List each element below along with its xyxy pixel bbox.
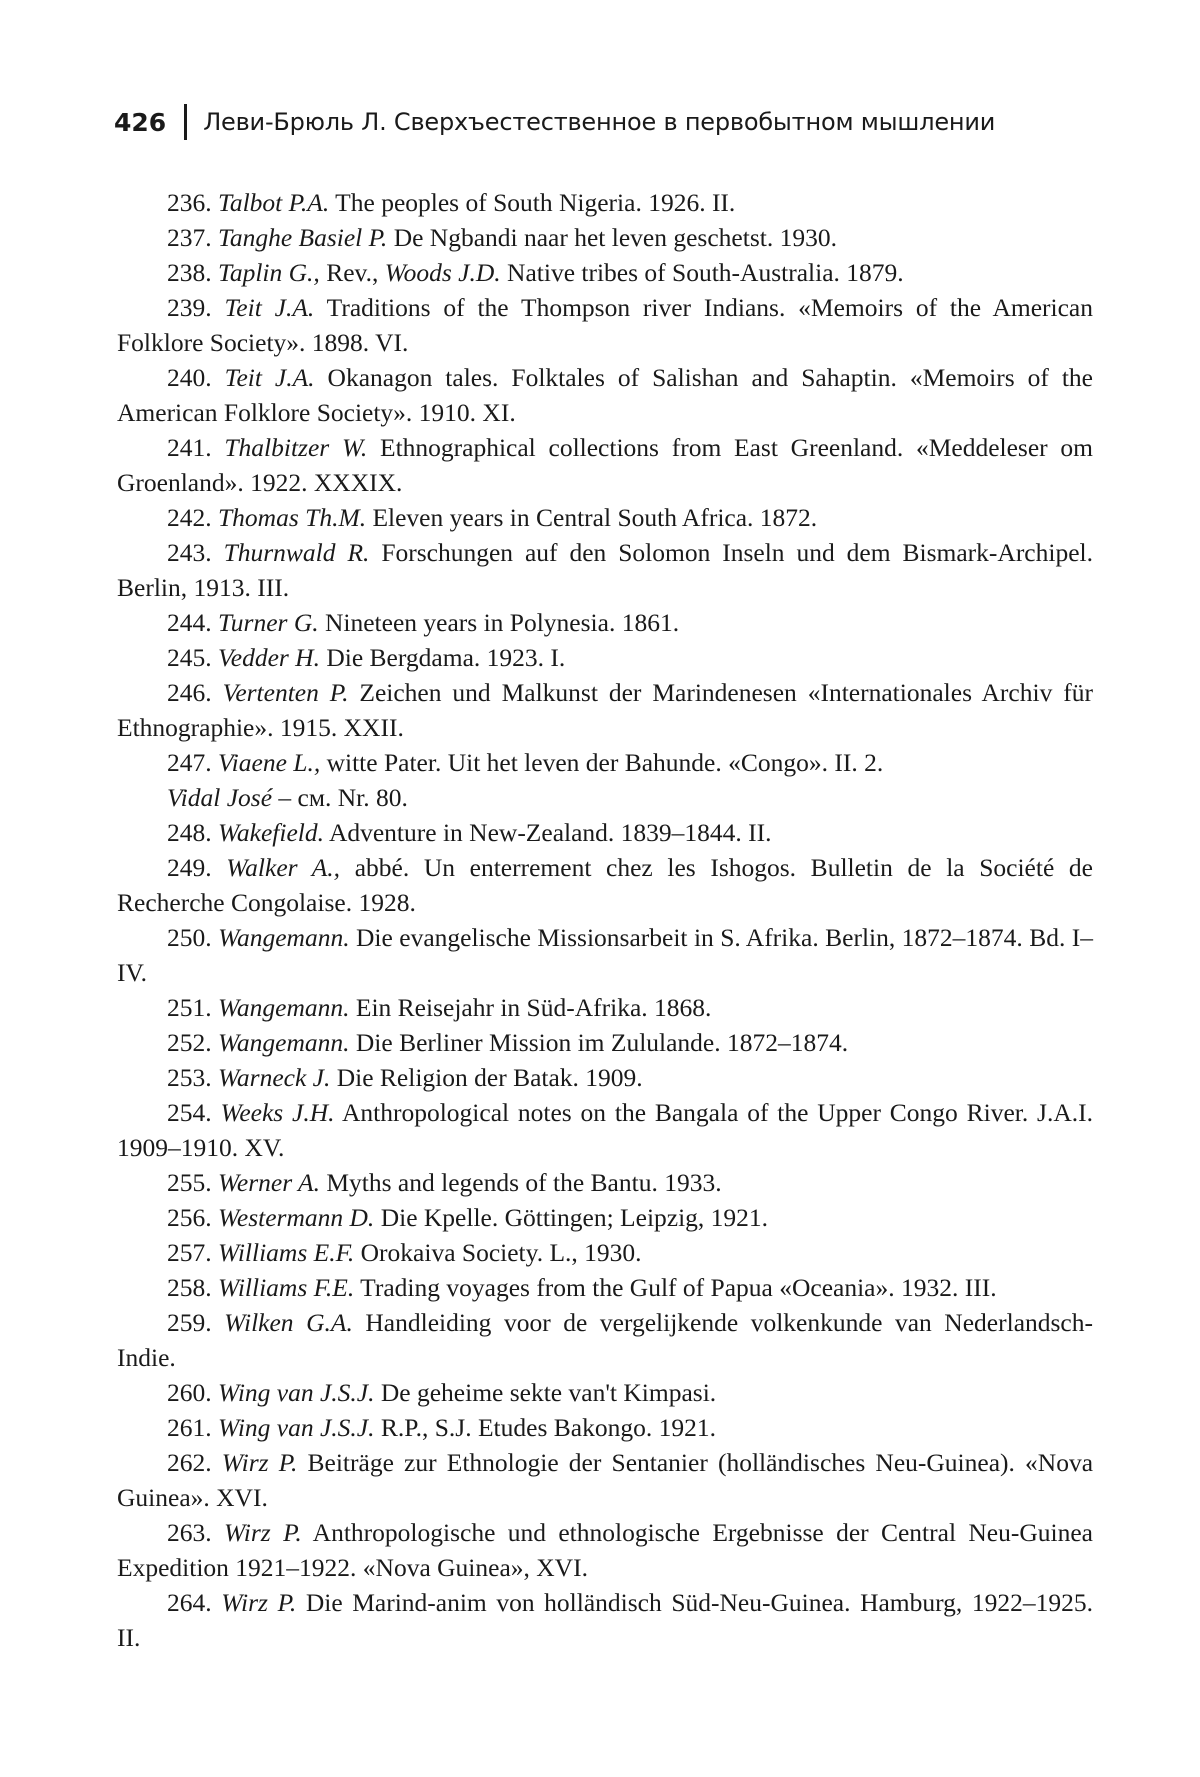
bibliography-entry (117, 1165, 1093, 1200)
entry-text: Okanagon tales. Folktales of Salishan and Sahaptin. «Memoirs of the American Folklore Society». 1910. XI. (117, 363, 1093, 427)
entry-number: 251. (167, 993, 212, 1022)
entry-author: Wing van J.S.J. (218, 1378, 375, 1407)
entry-author: Wangemann. (218, 923, 350, 952)
running-title: Леви-Брюль Л. Сверхъестественное в первобытном мышлении (203, 108, 995, 136)
bibliography-entry (117, 1445, 1093, 1515)
entry-author-title: Rev., (326, 258, 385, 287)
entry-number: 254. (167, 1098, 212, 1127)
entry-number: 236. (167, 188, 212, 217)
entry-author: Williams F.E. (218, 1273, 354, 1302)
entry-author: Vertenten P. (223, 678, 349, 707)
bibliography-entry (117, 920, 1093, 990)
entry-text: Zeichen und Malkunst der Marindenesen «Internationales Archiv für Ethnographie». 1915. XXII. (117, 678, 1093, 742)
entry-author: Thomas Th.M. (218, 503, 366, 532)
entry-number: 253. (167, 1063, 212, 1092)
bibliography-entry (117, 1060, 1093, 1095)
bibliography-entry (117, 1095, 1093, 1165)
bibliography-entry (117, 1410, 1093, 1445)
entry-author: Wilken G.A. (224, 1308, 353, 1337)
running-header (114, 100, 995, 144)
bibliography-list (117, 185, 1093, 1655)
bibliography-entry (117, 185, 1093, 220)
entry-text: Ein Reisejahr in Süd-Afrika. 1868. (350, 993, 712, 1022)
entry-number: 256. (167, 1203, 212, 1232)
entry-author: Talbot P.A. (218, 188, 329, 217)
entry-author: Walker A., (226, 853, 340, 882)
entry-number: 238. (167, 258, 212, 287)
entry-text: Traditions of the Thompson river Indians. «Memoirs of the American Folklore Society». 1898. VI. (117, 293, 1093, 357)
entry-text: Die Marind-anim von holländisch Süd-Neu-Guinea. Hamburg, 1922–1925. II. (117, 1588, 1093, 1652)
entry-text: Nineteen years in Polynesia. 1861. (319, 608, 679, 637)
entry-author: Teit J.A. (224, 293, 314, 322)
bibliography-entry (117, 850, 1093, 920)
entry-number: 262. (167, 1448, 212, 1477)
entry-text: Anthropological notes on the Bangala of the Upper Congo River. J.A.I. 1909–1910. XV. (117, 1098, 1093, 1162)
entry-text: Die Bergdama. 1923. I. (320, 643, 565, 672)
bibliography-entry (117, 745, 1093, 780)
entry-text: Native tribes of South-Australia. 1879. (501, 258, 904, 287)
entry-text: Handleiding voor de vergelijkende volkenkunde van Nederlandsch-Indie. (117, 1308, 1093, 1372)
entry-number: 258. (167, 1273, 212, 1302)
entry-number: 249. (167, 853, 212, 882)
entry-number: 250. (167, 923, 212, 952)
entry-text: De geheime sekte van't Kimpasi. (375, 1378, 717, 1407)
bibliography-entry (117, 1025, 1093, 1060)
bibliography-entry (117, 1305, 1093, 1375)
entry-number: 247. (167, 748, 212, 777)
entry-text: Die Religion der Batak. 1909. (330, 1063, 642, 1092)
entry-author: Thalbitzer W. (224, 433, 367, 462)
entry-author: Vedder H. (218, 643, 320, 672)
entry-text: Anthropologische und ethnologische Ergebnisse der Central Neu-Guinea Expedition 1921–1922. «Nova Guinea», XVI. (117, 1518, 1093, 1582)
entry-number: 244. (167, 608, 212, 637)
entry-text: abbé. Un enterrement chez les Ishogos. Bulletin de la Société de Recherche Congolaise. 1928. (117, 853, 1093, 917)
entry-author: Wirz P. (222, 1448, 298, 1477)
entry-number: 237. (167, 223, 212, 252)
entry-author: Williams E.F. (218, 1238, 354, 1267)
entry-text: Adventure in New-Zealand. 1839–1844. II. (324, 818, 772, 847)
entry-number: 246. (167, 678, 212, 707)
entry-number: 261. (167, 1413, 212, 1442)
entry-author: Westermann D. (218, 1203, 374, 1232)
entry-text: Myths and legends of the Bantu. 1933. (320, 1168, 722, 1197)
entry-author: Tanghe Basiel P. (218, 223, 387, 252)
entry-text: Ethnographical collections from East Greenland. «Meddeleser om Groenland». 1922. XXXIX. (117, 433, 1093, 497)
bibliography-entry (117, 1235, 1093, 1270)
entry-author: Vidal José (167, 783, 272, 812)
entry-author: Taplin G., (218, 258, 326, 287)
entry-text: witte Pater. Uit het leven der Bahunde. «Congo». II. 2. (320, 748, 883, 777)
entry-author: Weeks J.H. (220, 1098, 334, 1127)
entry-author: Turner G. (218, 608, 319, 637)
entry-author: Wirz P. (224, 1518, 302, 1547)
entry-coauthor: Woods J.D. (385, 258, 501, 287)
bibliography-entry (117, 990, 1093, 1025)
entry-author: Wangemann. (218, 1028, 350, 1057)
page-number: 426 (114, 108, 166, 137)
entry-number: 245. (167, 643, 212, 672)
bibliography-entry (117, 815, 1093, 850)
bibliography-entry (117, 290, 1093, 360)
entry-author: Wing van J.S.J. (218, 1413, 375, 1442)
bibliography-entry (117, 360, 1093, 430)
entry-text: Die Berliner Mission im Zululande. 1872–1874. (350, 1028, 849, 1057)
bibliography-entry (117, 1375, 1093, 1410)
bibliography-entry (117, 1585, 1093, 1655)
entry-number: 240. (167, 363, 212, 392)
entry-number: 239. (167, 293, 212, 322)
entry-text: Die Kpelle. Göttingen; Leipzig, 1921. (374, 1203, 768, 1232)
entry-text: Trading voyages from the Gulf of Papua «Oceania». 1932. III. (354, 1273, 996, 1302)
bibliography-entry (117, 780, 1093, 815)
bibliography-entry (117, 640, 1093, 675)
bibliography-entry (117, 220, 1093, 255)
entry-text: Beiträge zur Ethnologie der Sentanier (holländisches Neu-Guinea). «Nova Guinea». XVI. (117, 1448, 1093, 1512)
bibliography-entry (117, 1515, 1093, 1585)
entry-text: Die evangelische Missionsarbeit in S. Afrika. Berlin, 1872–1874. Bd. I–IV. (117, 923, 1093, 987)
bibliography-entry (117, 430, 1093, 500)
header-separator (184, 104, 187, 140)
entry-number: 264. (167, 1588, 212, 1617)
entry-text: R.P., S.J. Etudes Bakongo. 1921. (375, 1413, 716, 1442)
entry-author: Thurnwald R. (224, 538, 370, 567)
entry-number: 255. (167, 1168, 212, 1197)
bibliography-entry (117, 1270, 1093, 1305)
entry-text: Orokaiva Society. L., 1930. (354, 1238, 641, 1267)
entry-number: 257. (167, 1238, 212, 1267)
bibliography-entry (117, 605, 1093, 640)
entry-number: 259. (167, 1308, 212, 1337)
entry-author: Teit J.A. (225, 363, 315, 392)
entry-author: Wakefield. (218, 818, 324, 847)
entry-number: 260. (167, 1378, 212, 1407)
entry-number: 252. (167, 1028, 212, 1057)
entry-text: Eleven years in Central South Africa. 1872. (366, 503, 817, 532)
bibliography-entry (117, 535, 1093, 605)
entry-author: Wangemann. (218, 993, 350, 1022)
bibliography-entry (117, 675, 1093, 745)
bibliography-entry (117, 255, 1093, 290)
entry-text: The peoples of South Nigeria. 1926. II. (329, 188, 735, 217)
entry-text: – см. Nr. 80. (272, 783, 408, 812)
entry-number: 241. (167, 433, 212, 462)
entry-number: 242. (167, 503, 212, 532)
bibliography-entry (117, 500, 1093, 535)
entry-number: 263. (167, 1518, 212, 1547)
book-page (0, 0, 1200, 1777)
entry-author: Viaene L., (218, 748, 320, 777)
entry-number: 248. (167, 818, 212, 847)
entry-author: Wirz P. (221, 1588, 296, 1617)
entry-author: Werner A. (218, 1168, 320, 1197)
bibliography-entry (117, 1200, 1093, 1235)
entry-author: Warneck J. (218, 1063, 330, 1092)
entry-text: Forschungen auf den Solomon Inseln und dem Bismark-Archipel. Berlin, 1913. III. (117, 538, 1093, 602)
entry-number: 243. (167, 538, 212, 567)
entry-text: De Ngbandi naar het leven geschetst. 1930. (387, 223, 837, 252)
